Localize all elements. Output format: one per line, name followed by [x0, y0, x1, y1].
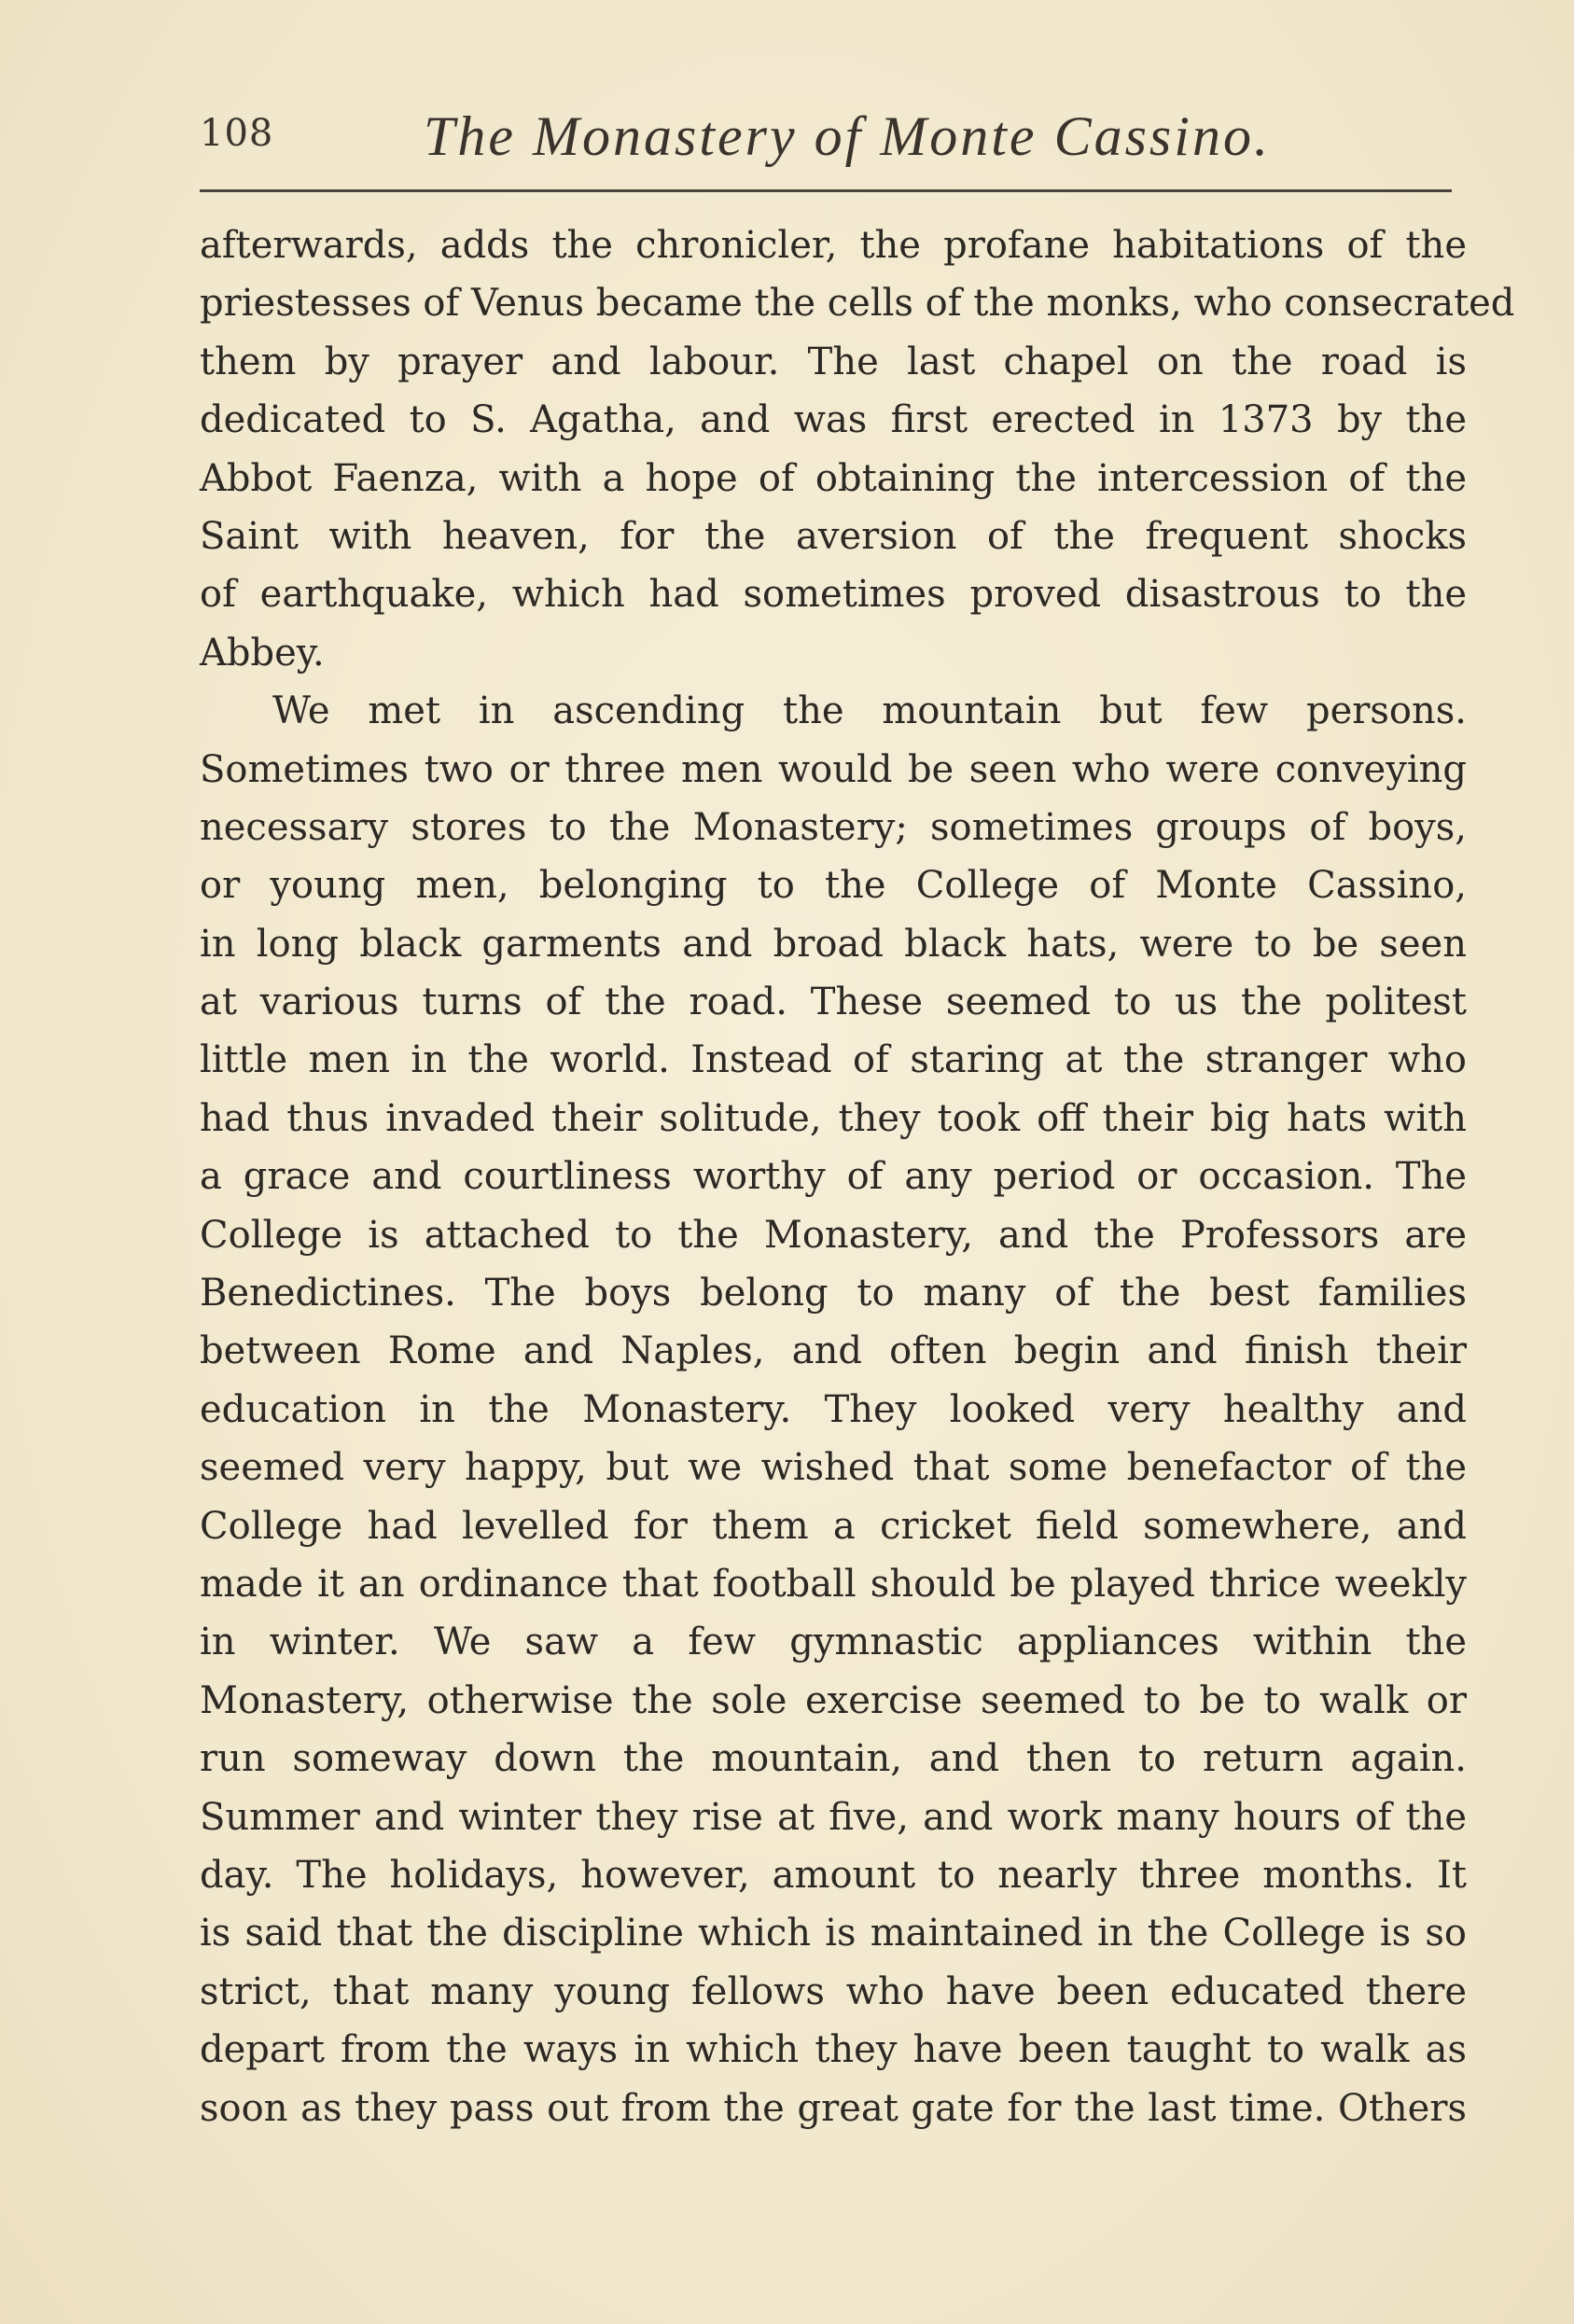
text-line: a grace and courtliness worthy of any period or occasion. The — [200, 1155, 1467, 1199]
text-line: depart from the ways in which they have been taught to walk as — [200, 2028, 1467, 2072]
text-line: Summer and winter they rise at five, and work many hours of the — [200, 1795, 1467, 1839]
text-line: College is attached to the Monastery, and the Professors are — [200, 1213, 1467, 1257]
page-number: 108 — [200, 112, 274, 155]
text-line: day. The holidays, however, amount to nearly three months. It — [200, 1853, 1467, 1897]
page-header — [200, 104, 1469, 179]
text-line: Saint with heaven, for the aversion of the frequent shocks — [200, 514, 1467, 558]
text-line: made it an ordinance that football should be played thrice weekly — [200, 1562, 1467, 1606]
text-line: necessary stores to the Monastery; sometimes groups of boys, — [200, 805, 1467, 849]
text-line: them by prayer and labour. The last chapel on the road is — [200, 340, 1467, 383]
text-line: Monastery, otherwise the sole exercise seemed to be to walk or — [200, 1678, 1467, 1722]
body-text — [200, 216, 1515, 2137]
text-line: soon as they pass out from the great gate for the last time. Others — [200, 2086, 1467, 2130]
text-line: little men in the world. Instead of staring at the stranger who — [200, 1038, 1467, 1082]
text-line: had thus invaded their solitude, they took off their big hats with — [200, 1096, 1467, 1140]
text-line: Abbot Faenza, with a hope of obtaining the intercession of the — [200, 456, 1467, 500]
text-line: Benedictines. The boys belong to many of the best families — [200, 1272, 1467, 1315]
text-line: College had levelled for them a cricket field somewhere, and — [200, 1504, 1467, 1548]
text-line: between Rome and Naples, and often begin and finish their — [200, 1329, 1467, 1373]
text-line: or young men, belonging to the College of Monte Cassino, — [200, 864, 1467, 908]
text-line: dedicated to S. Agatha, and was first erected in 1373 by the — [200, 398, 1467, 442]
text-line: in winter. We saw a few gymnastic appliances within the — [200, 1621, 1467, 1664]
text-line: in long black garments and broad black hats, were to be seen — [200, 922, 1467, 966]
paragraph-start-line: We met in ascending the mountain but few persons. — [272, 689, 1467, 733]
text-line: Sometimes two or three men would be seen who were conveying — [200, 747, 1467, 791]
text-line: strict, that many young fellows who have been educated there — [200, 1969, 1467, 2013]
paragraph-end-line: Abbey. — [200, 631, 325, 675]
text-line: of earthquake, which had sometimes proved disastrous to the — [200, 573, 1467, 617]
text-line: run someway down the mountain, and then to return again. — [200, 1737, 1467, 1781]
text-line: afterwards, adds the chronicler, the profane habitations of the — [200, 224, 1467, 267]
header-rule — [200, 189, 1452, 192]
text-line: priestesses of Venus became the cells of the monks, who consecrated — [200, 282, 1515, 326]
text-line: seemed very happy, but we wished that some benefactor of the — [200, 1446, 1467, 1490]
running-title: The Monastery of Monte Cassino. — [424, 105, 1271, 167]
text-line: education in the Monastery. They looked very healthy and — [200, 1387, 1467, 1431]
text-line: is said that the discipline which is maintained in the College is so — [200, 1912, 1467, 1955]
text-line: at various turns of the road. These seemed to us the politest — [200, 981, 1467, 1024]
